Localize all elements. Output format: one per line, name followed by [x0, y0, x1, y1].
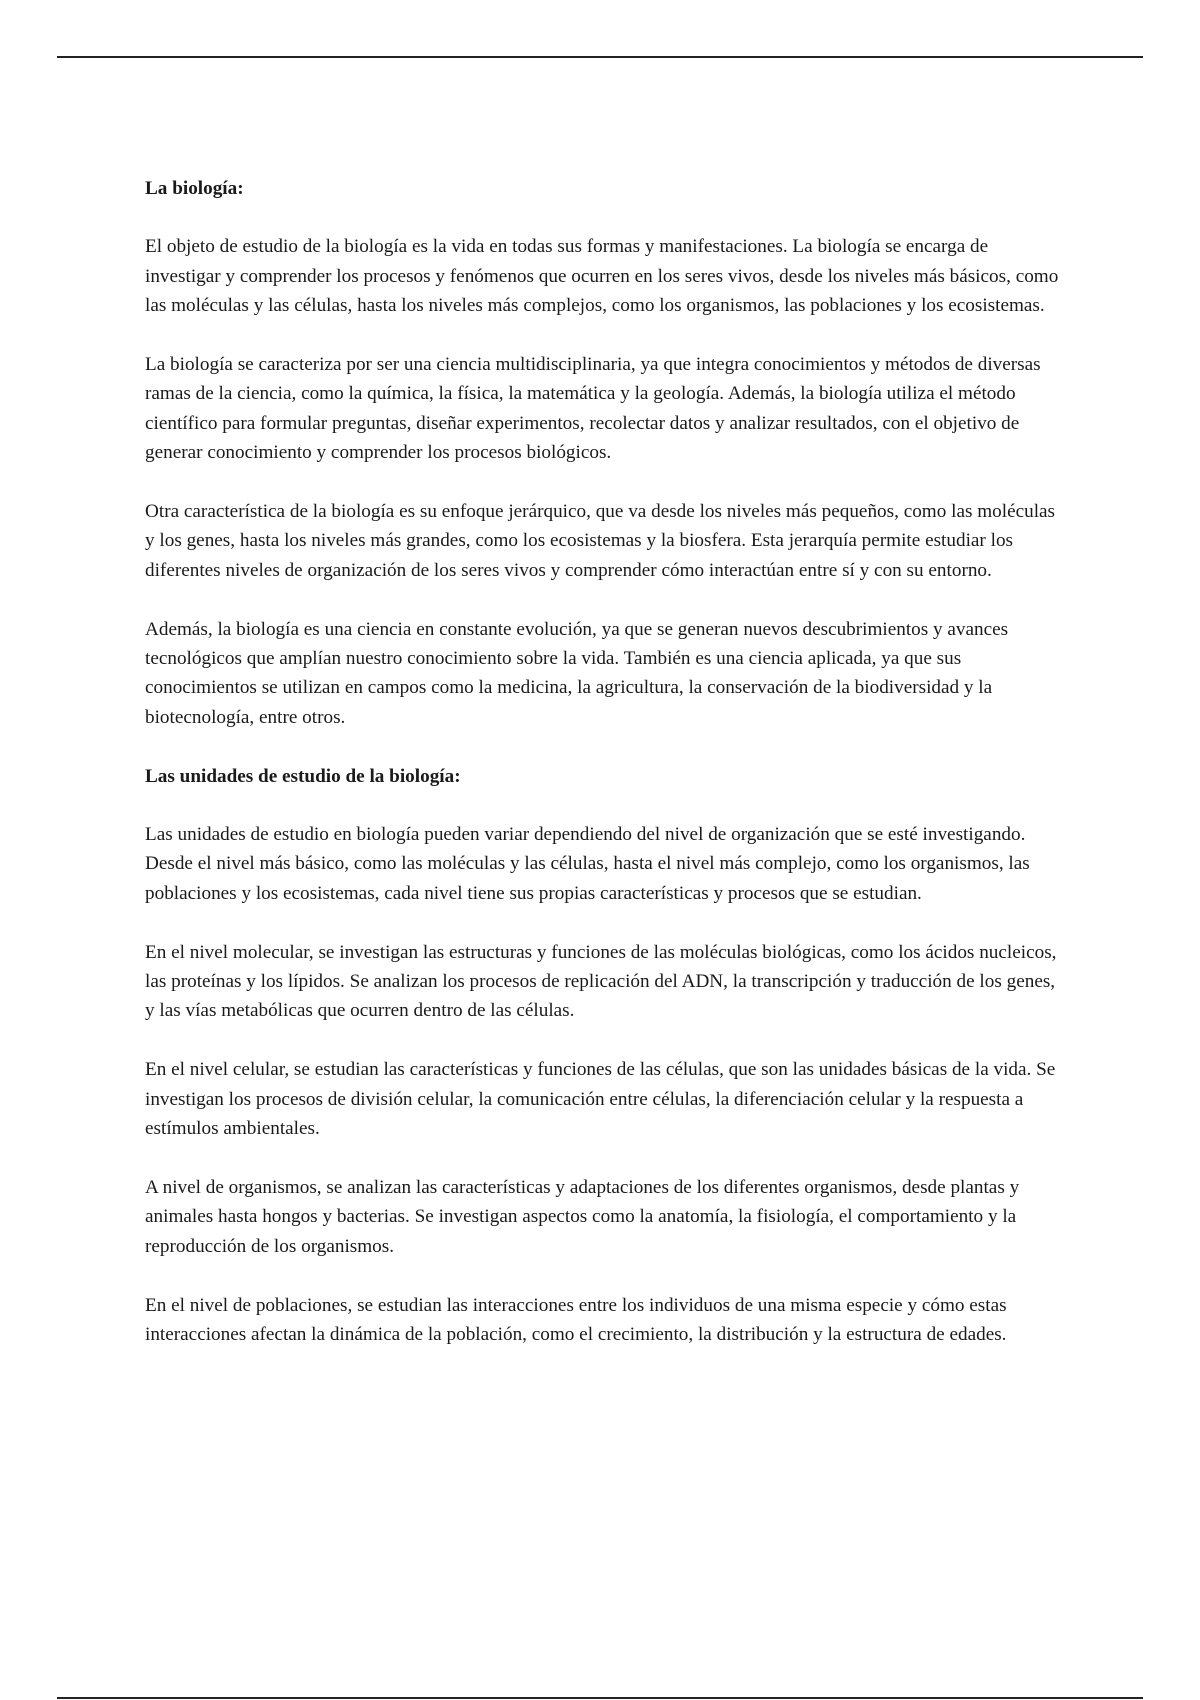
paragraph: En el nivel molecular, se investigan las estructuras y funciones de las moléculas biológicas, como los ácidos nucleicos, las proteínas y los lípidos. Se analizan los procesos de replicación del ADN, la transcripción y traducción de los genes, y las vías metabólicas que ocurren dentro de las células. — [145, 941, 1057, 1022]
paragraph: A nivel de organismos, se analizan las características y adaptaciones de los diferentes organismos, desde plantas y animales hasta hongos y bacterias. Se investigan aspectos como la anatomía, la fisiología, el comportamiento y la reproducción de los organismos. — [145, 1176, 1020, 1257]
section-la-biologia — [145, 174, 1065, 732]
paragraph: Las unidades de estudio en biología pueden variar dependiendo del nivel de organización que se esté investigando. Desde el nivel más básico, como las moléculas y las células, hasta el nivel más complejo, como los organismos, las poblaciones y los ecosistemas, cada nivel tiene sus propias características y procesos que se estudian. — [145, 824, 1030, 904]
section-heading: Las unidades de estudio de la biología: — [145, 765, 461, 787]
paragraph: Otra característica de la biología es su enfoque jerárquico, que va desde los niveles más pequeños, como las moléculas y los genes, hasta los niveles más grandes, como los ecosistemas y la biosfera. Esta jerarquía permite estudiar los diferentes niveles de organización de los seres vivos y comprender cómo interactúan entre sí y con su entorno. — [145, 501, 1056, 581]
paragraph: Además, la biología es una ciencia en constante evolución, ya que se generan nuevos descubrimientos y avances tecnológicos que amplían nuestro conocimiento sobre la vida. También es una ciencia aplicada, ya que sus conocimientos se utilizan en campos como la medicina, la agricultura, la conservación de la biodiversidad y la biotecnología, entre otros. — [145, 618, 1009, 728]
paragraph: En el nivel de poblaciones, se estudian las interacciones entre los individuos de una misma especie y cómo estas interacciones afectan la dinámica de la población, como el crecimiento, la distribución y la estructura de edades. — [145, 1294, 1007, 1345]
header-rule — [57, 56, 1143, 58]
paragraph: La biología se caracteriza por ser una ciencia multidisciplinaria, ya que integra conocimientos y métodos de diversas ramas de la ciencia, como la química, la física, la matemática y la geología. Además, la biología utiliza el método científico para formular preguntas, diseñar experimentos, recolectar datos y analizar resultados, con el objetivo de generar conocimiento y comprender los procesos biológicos. — [145, 354, 1041, 464]
document-body — [145, 174, 1065, 1379]
footer-rule — [57, 1697, 1143, 1699]
section-unidades-de-estudio — [145, 762, 1065, 1350]
section-heading: La biología: — [145, 178, 244, 199]
paragraph: En el nivel celular, se estudian las características y funciones de las células, que son las unidades básicas de la vida. Se investigan los procesos de división celular, la comunicación entre células, la diferenciación celular y la respuesta a estímulos ambientales. — [145, 1059, 1056, 1140]
paragraph: El objeto de estudio de la biología es la vida en todas sus formas y manifestaciones. La biología se encarga de investigar y comprender los procesos y fenómenos que ocurren en los seres vivos, desde los niveles más básicos, como las moléculas y las células, hasta los niveles más complejos, como los organismos, las poblaciones y los ecosistemas. — [145, 236, 1059, 317]
